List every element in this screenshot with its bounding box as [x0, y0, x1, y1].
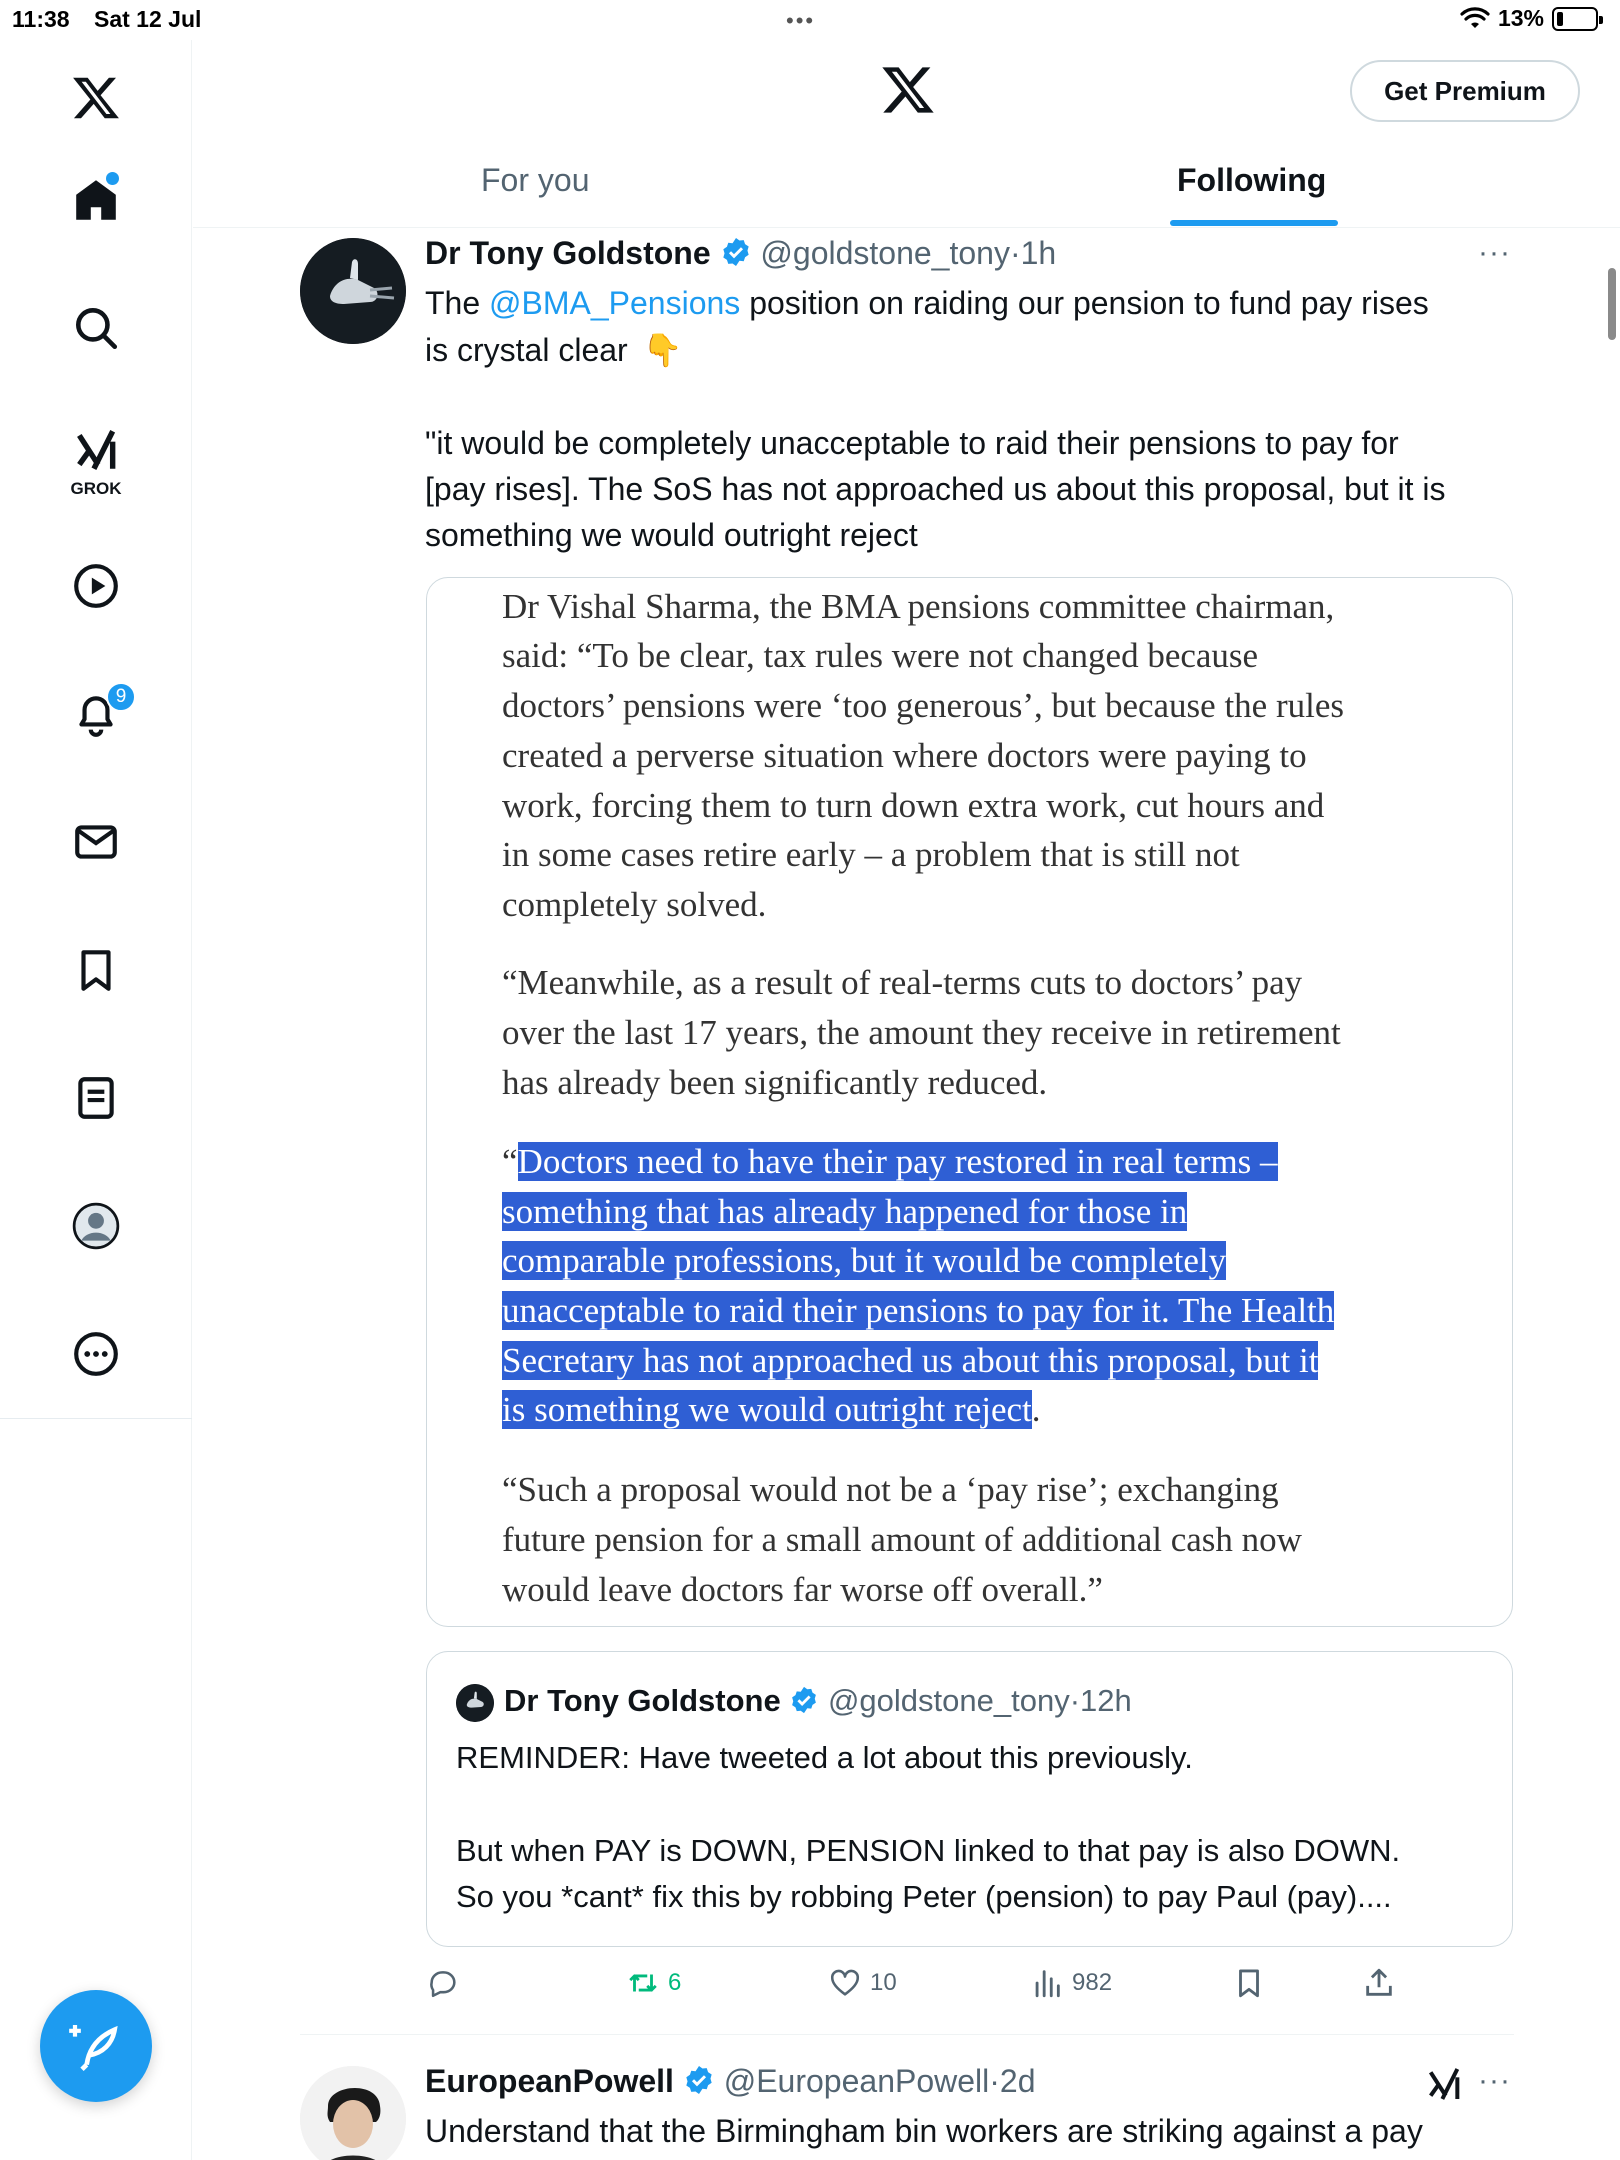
- tweet-divider: [300, 2034, 1514, 2035]
- image-text-line: completely solved.: [502, 885, 767, 924]
- image-text-line: future pension for a small amount of additional cash now: [502, 1520, 1302, 1559]
- messages-icon[interactable]: [66, 812, 126, 872]
- get-premium-button[interactable]: Get Premium: [1350, 60, 1580, 122]
- pointing-down-emoji-icon: 👇: [642, 332, 683, 368]
- repost-icon: [626, 1966, 660, 2000]
- reply-button[interactable]: [426, 1966, 460, 2000]
- selected-text: unacceptable to raid their pensions to pay for it. The Health: [502, 1291, 1335, 1330]
- header-x-logo-icon[interactable]: [880, 62, 936, 118]
- next-tweet-more-icon[interactable]: ···: [1478, 2064, 1511, 2097]
- search-icon[interactable]: [66, 298, 126, 358]
- post-time[interactable]: 1h: [1020, 235, 1057, 271]
- author-name[interactable]: Dr Tony Goldstone: [425, 235, 711, 271]
- status-time: 11:38: [12, 6, 70, 32]
- quoted-time: 12h: [1080, 1683, 1132, 1718]
- tab-following[interactable]: Following: [1177, 162, 1327, 198]
- open-quote: “: [502, 1142, 518, 1181]
- share-button[interactable]: [1362, 1966, 1396, 2000]
- dot-separator: ·: [1009, 235, 1021, 271]
- status-bar: [0, 0, 1620, 40]
- tweet-quote-line: "it would be completely unacceptable to raid their pensions to pay for: [425, 425, 1399, 461]
- image-text-line: doctors’ pensions were ‘too generous’, but because the rules: [502, 686, 1344, 725]
- quoted-text-line: REMINDER: Have tweeted a lot about this previously.: [456, 1740, 1193, 1775]
- image-text-line: would leave doctors far worse off overall.”: [502, 1570, 1103, 1609]
- tweet-text: The: [425, 285, 490, 321]
- image-text-line: Dr Vishal Sharma, the BMA pensions committee chairman,: [502, 587, 1335, 626]
- grok-explain-icon[interactable]: [1424, 2064, 1464, 2104]
- dot-separator: ·: [989, 2063, 1000, 2099]
- mention-link[interactable]: @BMA_Pensions: [489, 285, 741, 321]
- image-text-line: over the last 17 years, the amount they receive in retirement: [502, 1013, 1341, 1052]
- image-text-line: in some cases retire early – a problem that is still not: [502, 835, 1240, 874]
- grok-label: GROK: [70, 479, 122, 498]
- bookmark-button[interactable]: [1232, 1966, 1266, 2000]
- views-count: 982: [1072, 1969, 1113, 1996]
- timeline-tabs: [193, 150, 1620, 228]
- tweet-quote-line: something we would outright reject: [425, 517, 918, 553]
- repost-count: 6: [668, 1969, 682, 1996]
- image-text-line: work, forcing them to turn down extra work, cut hours and: [502, 786, 1325, 825]
- next-post-time[interactable]: 2d: [999, 2063, 1036, 2099]
- tweet-more-icon[interactable]: ···: [1478, 236, 1511, 269]
- verified-badge-icon: [789, 1685, 819, 1715]
- share-icon: [1362, 1966, 1396, 2000]
- next-tweet-header: [425, 2058, 1036, 2104]
- verified-badge-icon: [720, 236, 752, 268]
- views-icon: [1030, 1966, 1064, 2000]
- tweet-quote-line: [pay rises]. The SoS has not approached us about this proposal, but it is: [425, 471, 1446, 507]
- tweet-text: position on raiding our pension to fund pay rises: [740, 285, 1429, 321]
- image-text-line: has already been significantly reduced.: [502, 1063, 1048, 1102]
- like-count: 10: [870, 1969, 897, 1996]
- image-text-line: said: “To be clear, tax rules were not changed because: [502, 636, 1259, 675]
- like-button[interactable]: [828, 1966, 897, 2000]
- notifications-badge: 9: [106, 682, 136, 712]
- tweet-text-line-2: [425, 327, 682, 373]
- next-tweet-avatar[interactable]: [300, 2066, 406, 2160]
- next-tweet-text: Understand that the Birmingham bin workers are striking against a pay: [425, 2113, 1423, 2149]
- status-date: Sat 12 Jul: [94, 6, 202, 32]
- lists-icon[interactable]: [66, 1068, 126, 1128]
- compose-post-button[interactable]: [40, 1990, 152, 2102]
- image-highlight-line: [502, 1236, 1226, 1286]
- active-tab-indicator: [1170, 220, 1338, 226]
- tweet-actions: [426, 1966, 1513, 2010]
- quoted-avatar: [456, 1684, 494, 1722]
- selected-text: comparable professions, but it would be completely: [502, 1241, 1227, 1280]
- repost-button[interactable]: [626, 1966, 681, 2000]
- quoted-header: [504, 1683, 1132, 1719]
- bookmark-icon: [1232, 1966, 1266, 2000]
- image-highlight-line: [502, 1385, 1041, 1435]
- image-text-line: “Meanwhile, as a result of real-terms cuts to doctors’ pay: [502, 963, 1303, 1002]
- compose-feather-icon: [68, 2018, 124, 2074]
- tweet-header: [425, 230, 1056, 276]
- grok-icon[interactable]: [66, 420, 126, 480]
- wifi-icon: [1460, 7, 1490, 31]
- views-button[interactable]: [1030, 1966, 1112, 2000]
- status-right: [1460, 5, 1598, 32]
- video-icon[interactable]: [66, 556, 126, 616]
- battery-icon: [1552, 7, 1598, 31]
- heart-icon: [828, 1966, 862, 2000]
- image-text-line: created a perverse situation where doctors were paying to: [502, 736, 1307, 775]
- multitask-dots-icon[interactable]: •••: [786, 8, 816, 33]
- selected-text: Secretary has not approached us about this proposal, but it: [502, 1341, 1319, 1380]
- next-author-handle[interactable]: @EuropeanPowell: [723, 2063, 990, 2099]
- sidebar-divider: [0, 1418, 192, 1419]
- dot-separator: ·: [1069, 1683, 1081, 1718]
- selected-text: something that has already happened for those in: [502, 1192, 1188, 1231]
- image-highlight-line: [502, 1187, 1187, 1237]
- profile-icon[interactable]: [66, 1196, 126, 1256]
- battery-percent: 13%: [1497, 5, 1544, 31]
- scrollbar[interactable]: [1608, 268, 1616, 340]
- reply-icon: [426, 1966, 460, 2000]
- verified-badge-icon: [683, 2064, 715, 2096]
- more-icon[interactable]: [66, 1324, 126, 1384]
- next-author-name[interactable]: EuropeanPowell: [425, 2063, 674, 2099]
- author-handle[interactable]: @goldstone_tony: [760, 235, 1010, 271]
- sidebar: [0, 40, 192, 2160]
- image-text-line: “Such a proposal would not be a ‘pay rise’; exchanging: [502, 1470, 1279, 1509]
- quoted-handle: @goldstone_tony: [827, 1683, 1070, 1718]
- tab-for-you[interactable]: For you: [481, 162, 590, 198]
- quoted-text-line: So you *cant* fix this by robbing Peter (pension) to pay Paul (pay)....: [456, 1879, 1392, 1914]
- selected-text: Doctors need to have their pay restored in real terms –: [517, 1142, 1278, 1181]
- tweet-text: is crystal clear: [425, 332, 628, 368]
- quoted-author-name: Dr Tony Goldstone: [504, 1683, 781, 1718]
- period: .: [1031, 1390, 1041, 1429]
- x-logo-icon[interactable]: [66, 68, 126, 128]
- tweet-text-line-1: [425, 280, 1429, 326]
- image-highlight-line: [502, 1286, 1334, 1336]
- quoted-text-line: But when PAY is DOWN, PENSION linked to that pay is also DOWN.: [456, 1833, 1401, 1868]
- avatar[interactable]: [300, 238, 406, 344]
- image-highlight-line: [502, 1137, 1278, 1187]
- home-unread-dot: [106, 172, 119, 185]
- image-highlight-line: [502, 1336, 1318, 1386]
- selected-text: is something we would outright reject: [502, 1390, 1032, 1429]
- bookmarks-icon[interactable]: [66, 940, 126, 1000]
